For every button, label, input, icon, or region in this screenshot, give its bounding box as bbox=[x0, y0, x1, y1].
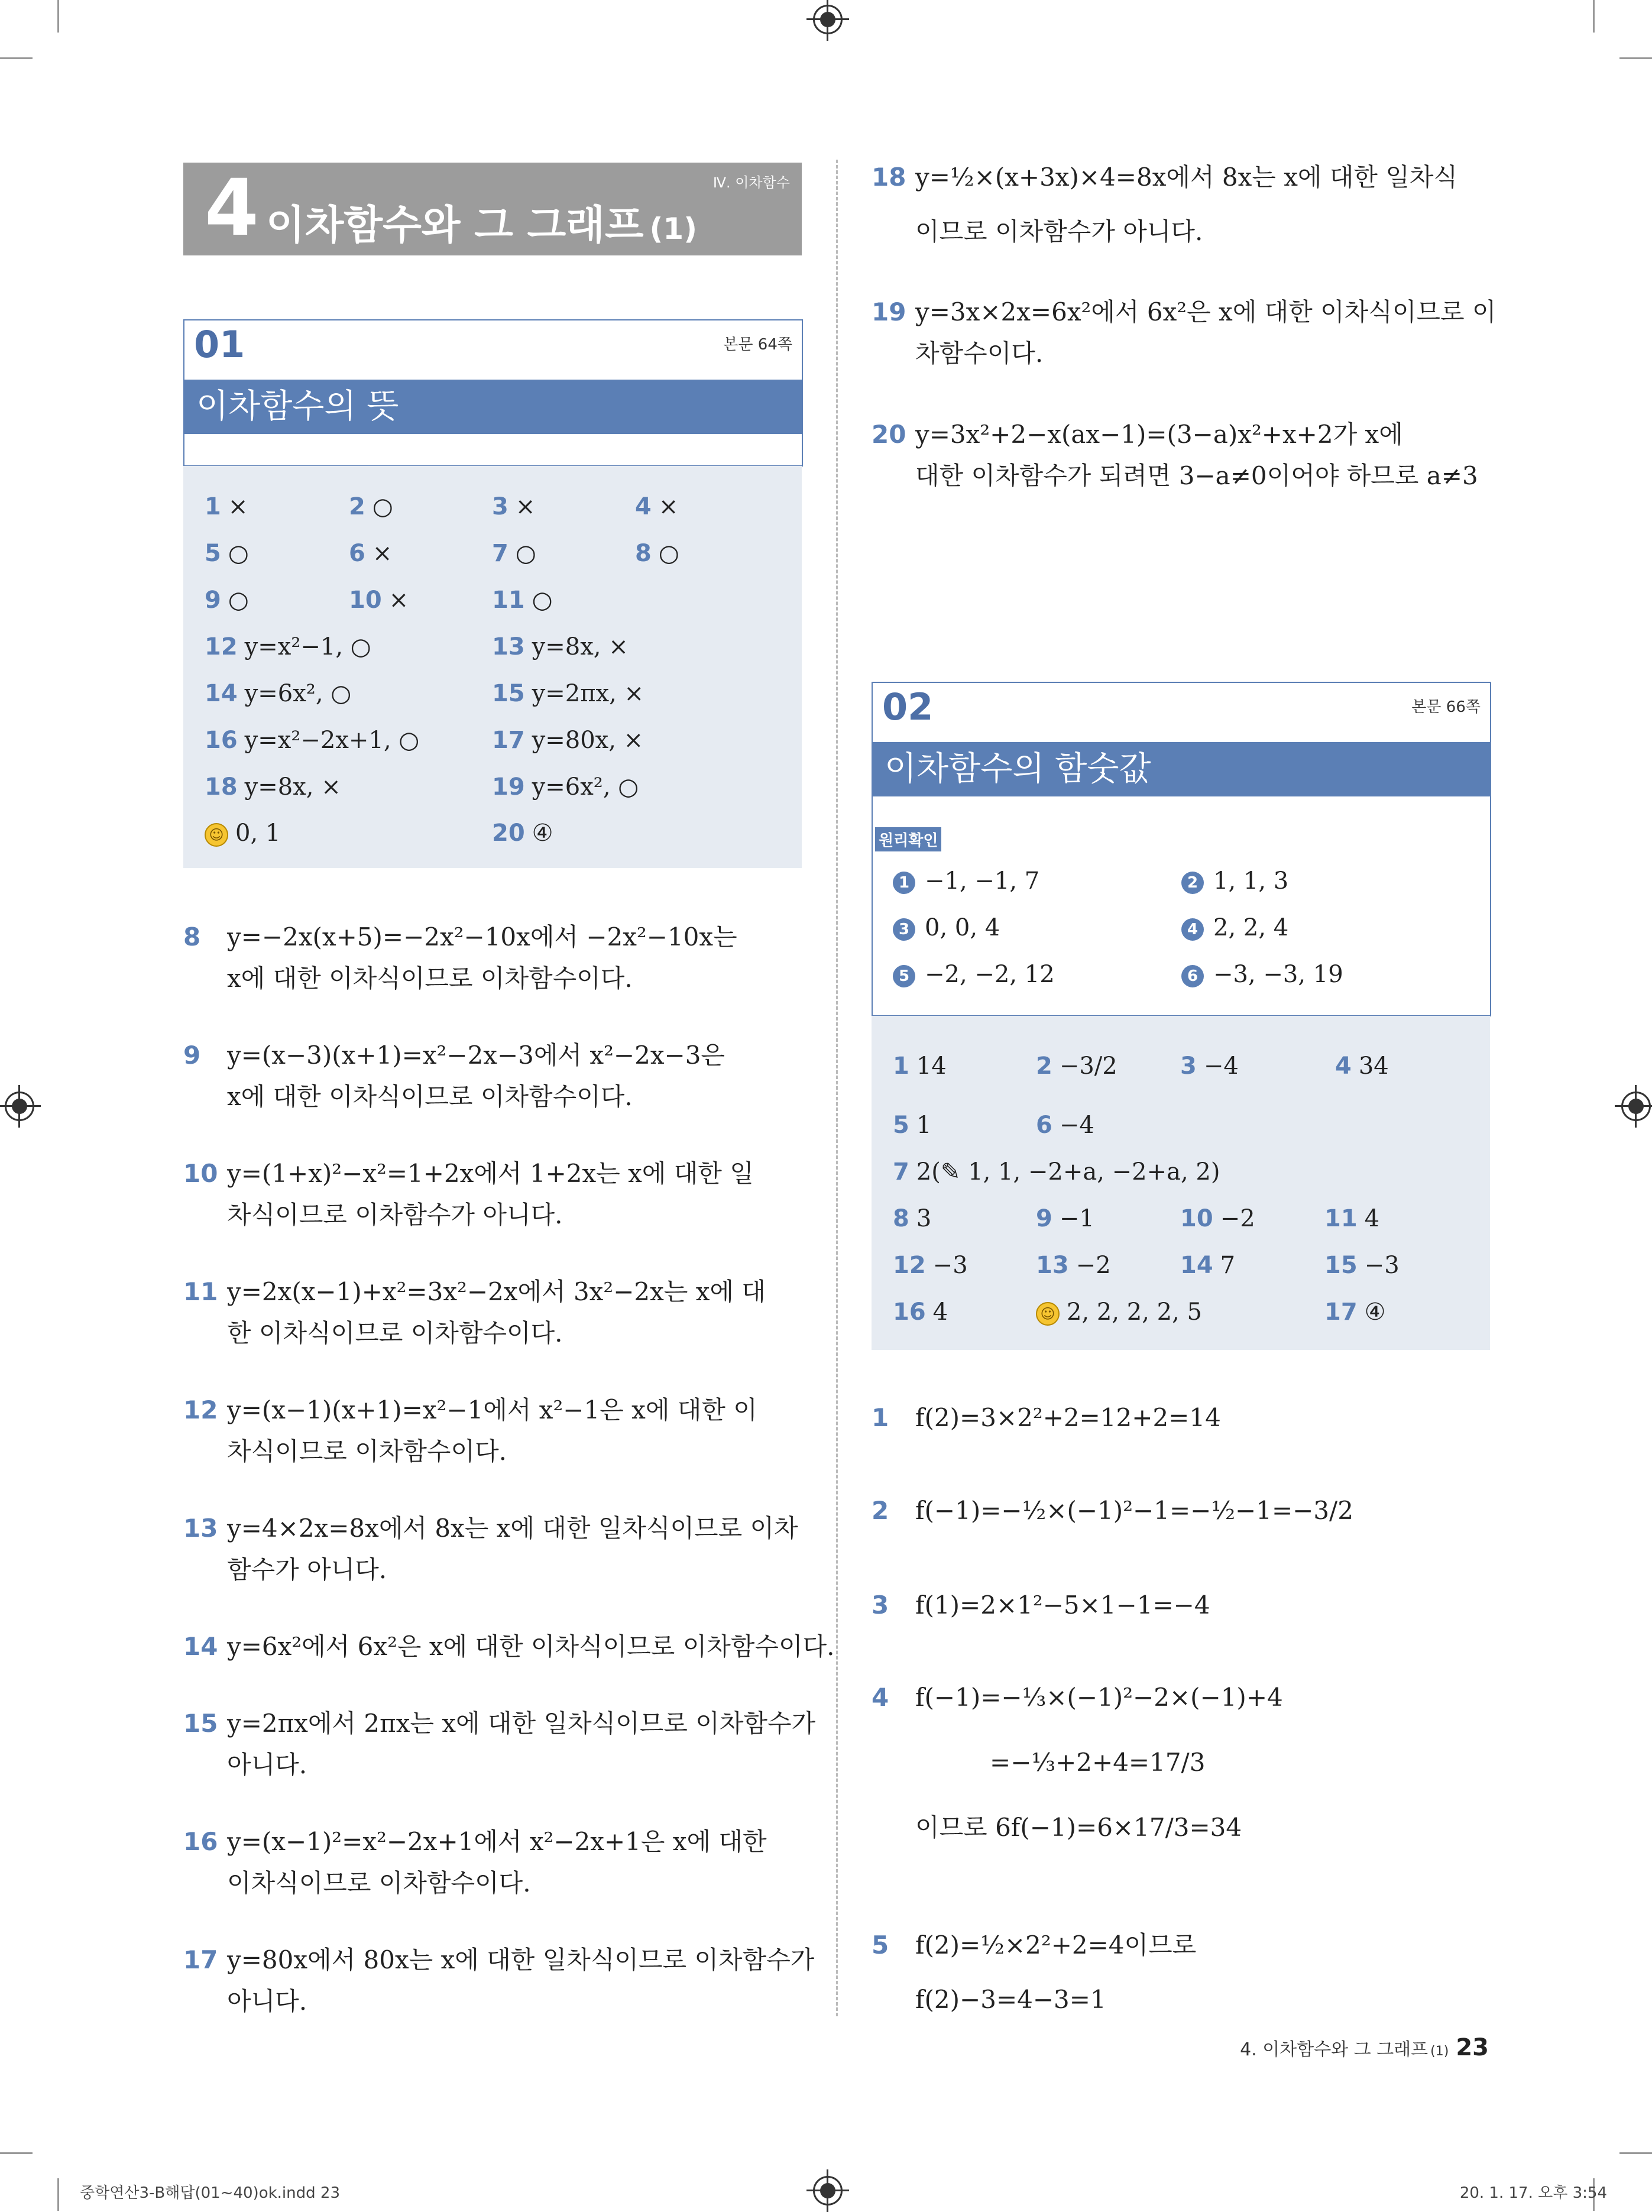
answer: 15 y=2πx, × bbox=[492, 680, 644, 707]
crop-mark bbox=[57, 0, 59, 33]
answer: 3 −4 bbox=[1180, 1052, 1239, 1080]
column-divider bbox=[836, 160, 838, 2016]
answer: 11 ○ bbox=[492, 587, 553, 614]
answer: 16 y=x²−2x+1, ○ bbox=[205, 727, 420, 754]
chapter-number: 4 bbox=[205, 163, 259, 254]
answer: 17 ④ bbox=[1324, 1298, 1386, 1326]
crop-mark bbox=[0, 57, 33, 59]
answer: 20 ④ bbox=[492, 820, 553, 847]
answer: 18 y=8x, × bbox=[205, 773, 341, 801]
answer: 9 ○ bbox=[205, 587, 249, 614]
answer: 5 1 bbox=[893, 1112, 932, 1139]
answer: 12 −3 bbox=[893, 1252, 968, 1279]
wonri-answer: 4 2, 2, 4 bbox=[1181, 914, 1288, 941]
registration-mark-icon bbox=[813, 2176, 843, 2205]
section-title: 이차함수의 함숫값 bbox=[873, 742, 1490, 796]
answer: 7 2(✎ 1, 1, −2+a, −2+a, 2) bbox=[893, 1158, 1220, 1186]
answer: 2 −3/2 bbox=[1036, 1052, 1117, 1080]
wonri-answer: 2 1, 1, 3 bbox=[1181, 867, 1288, 895]
answer: 17 y=80x, × bbox=[492, 727, 644, 754]
registration-mark-icon bbox=[1621, 1092, 1651, 1121]
answer: 8 ○ bbox=[635, 540, 679, 567]
answer: 16 4 bbox=[893, 1298, 948, 1326]
answer: 3 × bbox=[492, 493, 536, 520]
section-title: 이차함수의 뜻 bbox=[184, 380, 802, 434]
wonri-answer: 6 −3, −3, 19 bbox=[1181, 961, 1343, 988]
print-datetime: 20. 1. 17. 오후 3:54 bbox=[1459, 2184, 1607, 2202]
section-02-header bbox=[872, 682, 1491, 1016]
section-number: 01 bbox=[194, 323, 245, 366]
section-01-header bbox=[183, 319, 803, 467]
answer: 6 × bbox=[349, 540, 393, 567]
answer: 8 3 bbox=[893, 1205, 932, 1232]
answer: 1 × bbox=[205, 493, 248, 520]
answer: 13 y=8x, × bbox=[492, 633, 629, 660]
answer-box-02 bbox=[872, 1016, 1490, 1350]
answer: 6 −4 bbox=[1036, 1112, 1094, 1139]
answer: 14 7 bbox=[1180, 1252, 1236, 1279]
crop-mark bbox=[57, 2178, 59, 2211]
answer: 2 ○ bbox=[349, 493, 393, 520]
answer: 4 × bbox=[635, 493, 679, 520]
answer: ☺ 0, 1 bbox=[205, 820, 280, 847]
file-slug: 중학연산3-B해답(01~40)ok.indd 23 bbox=[80, 2184, 340, 2202]
answer: 15 −3 bbox=[1324, 1252, 1400, 1279]
crop-mark bbox=[1619, 57, 1652, 59]
chapter-title: 이차함수와 그 그래프 (1) bbox=[266, 202, 698, 249]
registration-mark-icon bbox=[5, 1092, 34, 1121]
answer: 7 ○ bbox=[492, 540, 536, 567]
smiley-icon: ☺ bbox=[205, 823, 228, 847]
page-reference: 본문 64쪽 bbox=[723, 336, 792, 354]
answer-box-01 bbox=[183, 466, 802, 868]
chapter-header bbox=[183, 163, 802, 255]
answer: 10 −2 bbox=[1180, 1205, 1255, 1232]
answer: 4 34 bbox=[1335, 1052, 1389, 1080]
crop-mark bbox=[0, 2152, 33, 2154]
answer: 9 −1 bbox=[1036, 1205, 1094, 1232]
unit-label: Ⅳ. 이차함수 bbox=[712, 174, 790, 191]
registration-mark-icon bbox=[813, 5, 843, 34]
wonri-answer: 3 0, 0, 4 bbox=[893, 914, 1000, 941]
wonri-answer: 1 −1, −1, 7 bbox=[893, 867, 1039, 895]
answer: 12 y=x²−1, ○ bbox=[205, 633, 371, 660]
smiley-icon: ☺ bbox=[1036, 1302, 1060, 1326]
answer: ☺ 2, 2, 2, 2, 5 bbox=[1036, 1298, 1202, 1326]
answer: 14 y=6x², ○ bbox=[205, 680, 352, 707]
wonri-answer: 5 −2, −2, 12 bbox=[893, 961, 1055, 988]
page-footer: 4. 이차함수와 그 그래프 (1) 23 bbox=[1240, 2034, 1489, 2061]
page-reference: 본문 66쪽 bbox=[1411, 698, 1481, 716]
crop-mark bbox=[1619, 2152, 1652, 2154]
page-number: 23 bbox=[1456, 2034, 1489, 2061]
answer: 1 14 bbox=[893, 1052, 947, 1080]
answer: 10 × bbox=[349, 587, 409, 614]
answer: 5 ○ bbox=[205, 540, 249, 567]
section-number: 02 bbox=[882, 685, 934, 728]
answer: 13 −2 bbox=[1036, 1252, 1111, 1279]
crop-mark bbox=[1593, 0, 1595, 33]
answer: 11 4 bbox=[1324, 1205, 1380, 1232]
wonri-label: 원리확인 bbox=[875, 827, 941, 851]
answer: 19 y=6x², ○ bbox=[492, 773, 639, 801]
